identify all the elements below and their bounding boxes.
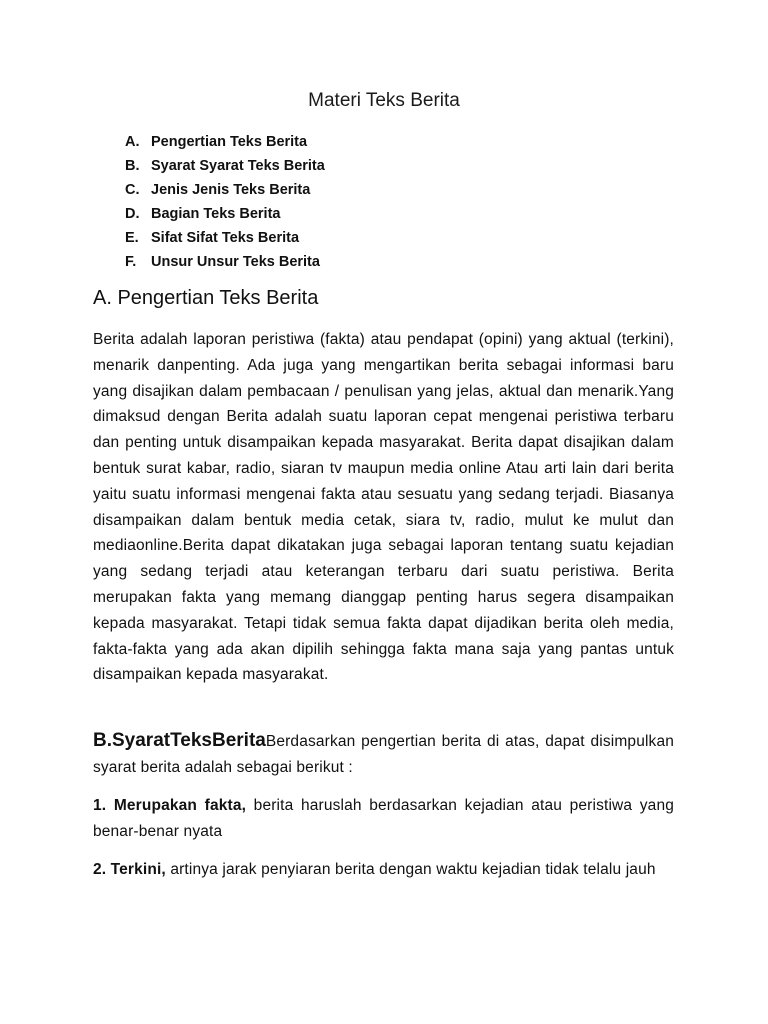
section-a-paragraph: Berita adalah laporan peristiwa (fakta) atau pendapat (opini) yang aktual (terkini), menarik danpenting. Ada juga yang mengartikan berita sebagai informasi baru yang disajikan dalam pembacaan / penulisan yang jelas, aktual dan menarik.Yang dimaksud dengan Berita adalah suatu laporan cepat mengenai peristiwa terbaru dan penting untuk disampaikan kepada masyarakat. Berita dapat disajikan dalam bentuk surat kabar, radio, siaran tv maupun media online Atau arti lain dari berita yaitu suatu informasi mengenai fakta atau sesuatu yang sedang terjadi. Biasanya disampaikan dalam bentuk media cetak, siara tv, radio, mulut ke mulut dan mediaonline.Berita dapat dikatakan juga sebagai laporan tentang suatu kejadian yang sedang terjadi atau keterangan terbaru dari suatu peristiwa. Berita merupakan fakta yang memang dianggap penting harus segera disampaikan kepada masyarakat. Tetapi tidak semua fakta dapat dijadikan berita oleh media, fakta-fakta yang ada akan dipilih sehingga fakta mana saja yang pantas untuk disampaikan kepada masyarakat.	[93, 331, 674, 684]
toc-letter: F.	[125, 254, 137, 270]
section-b-intro-text: Berdasarkan pengertian berita di atas, dapat disimpulkan syarat berita adalah sebagai berikut :	[93, 733, 674, 776]
toc-item	[125, 178, 325, 202]
syarat-item-label: 1. Merupakan fakta,	[93, 797, 247, 814]
toc-item	[125, 202, 325, 226]
toc-label: Sifat Sifat Teks Berita	[151, 230, 300, 246]
section-b-intro	[93, 728, 674, 781]
toc-label: Jenis Jenis Teks Berita	[151, 182, 311, 198]
toc-item	[125, 226, 325, 250]
syarat-item-1	[93, 793, 674, 845]
syarat-item-text: artinya jarak penyiaran berita dengan waktu kejadian tidak telalu jauh	[165, 861, 656, 878]
toc-letter: B.	[125, 158, 140, 174]
toc-label: Unsur Unsur Teks Berita	[151, 254, 320, 270]
syarat-item-text: berita haruslah berdasarkan kejadian atau peristiwa yang benar-benar nyata	[93, 797, 674, 840]
toc-label: Syarat Syarat Teks Berita	[151, 158, 325, 174]
section-b-heading: B.SyaratTeksBerita	[93, 730, 266, 751]
toc-letter: D.	[125, 206, 140, 222]
toc-letter: C.	[125, 182, 140, 198]
toc-letter: A.	[125, 134, 140, 150]
page-title: Materi Teks Berita	[308, 90, 460, 111]
syarat-item-2	[93, 857, 674, 883]
toc-item	[125, 130, 325, 154]
toc-letter: E.	[125, 230, 139, 246]
toc-item	[125, 154, 325, 178]
toc-label: Bagian Teks Berita	[151, 206, 281, 222]
section-a-heading: A. Pengertian Teks Berita	[93, 287, 319, 309]
toc-label: Pengertian Teks Berita	[151, 134, 308, 150]
syarat-item-label: 2. Terkini,	[93, 861, 166, 878]
table-of-contents	[125, 130, 325, 274]
toc-item	[125, 250, 325, 274]
